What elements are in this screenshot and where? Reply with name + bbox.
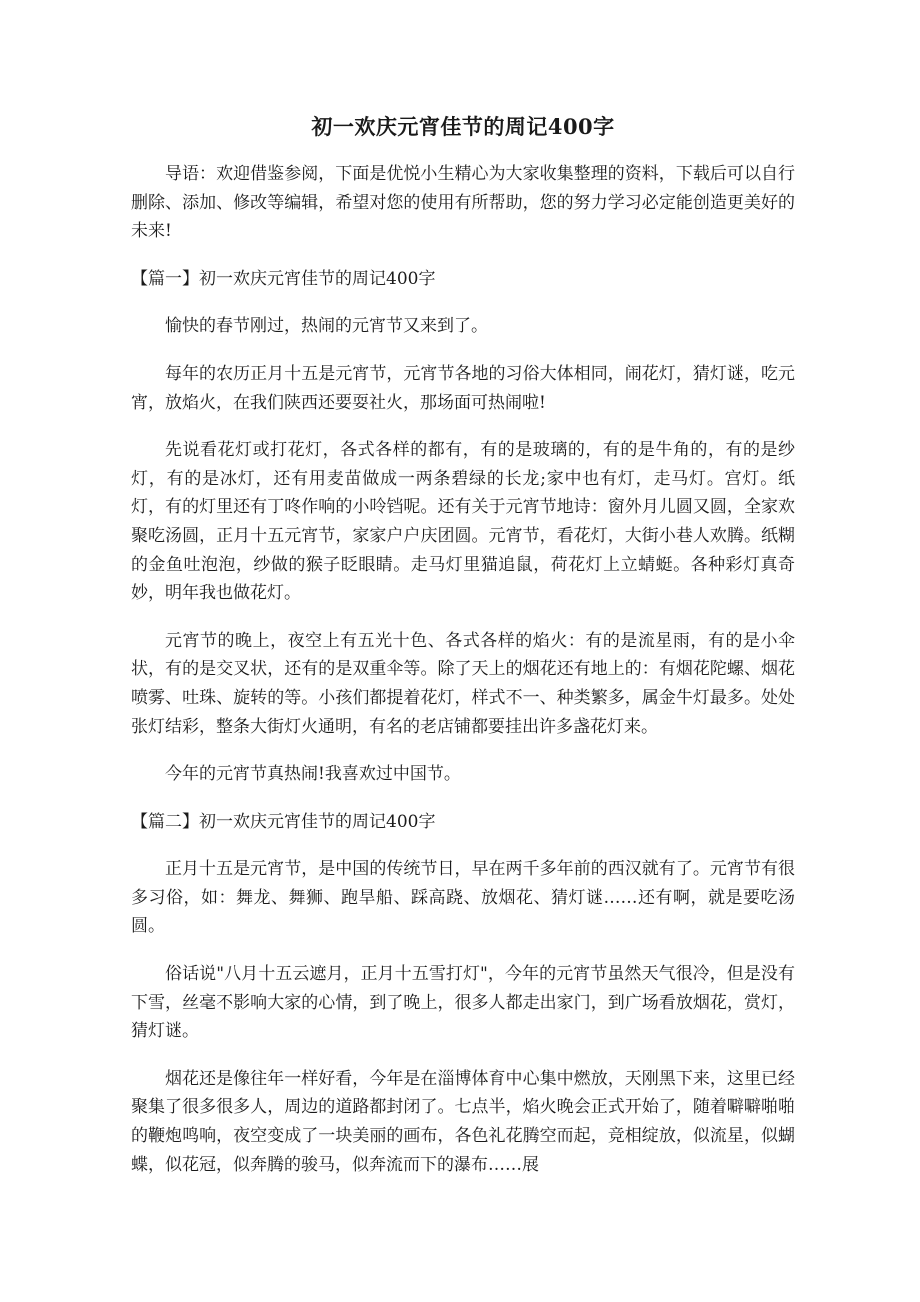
spacer xyxy=(131,417,795,436)
section-heading-2: 【篇二】初一欢庆元宵佳节的周记400字 xyxy=(131,811,436,832)
spacer xyxy=(131,608,795,627)
section-heading-1: 【篇一】初一欢庆元宵佳节的周记400字 xyxy=(131,268,436,289)
spacer xyxy=(131,341,795,360)
section-1-paragraph-2: 每年的农历正月十五是元宵节，元宵节各地的习俗大体相同，闹花灯，猜灯谜，吃元宵，放焰火，在我们陕西还要耍社火，那场面可热闹啦! xyxy=(131,363,795,413)
spacer xyxy=(131,293,795,312)
spacer xyxy=(131,836,795,855)
section-2-paragraph-3: 烟花还是像往年一样好看，今年是在淄博体育中心集中燃放，天刚黑下来，这里已经聚集了很多很多人，周边的道路都封闭了。七点半，焰火晚会正式开始了，随着噼噼啪啪的鞭炮鸣响，夜空变成了一块美丽的画布，各色礼花腾空而起，竞相绽放，似流星，似蝴蝶，似花冠，似奔腾的骏马，似奔流而下的瀑布……展 xyxy=(131,1068,795,1175)
spacer xyxy=(131,741,795,760)
document-title: 初一欢庆元宵佳节的周记400字 xyxy=(311,114,615,139)
section-1-paragraph-3: 先说看花灯或打花灯，各式各样的都有，有的是玻璃的，有的是牛角的，有的是纱灯，有的是冰灯，还有用麦苗做成一两条碧绿的长龙;家中也有灯，走马灯。宫灯。纸灯，有的灯里还有丁咚作响的小呤铛呢。还有关于元宵节地诗：窗外月儿圆又圆，全家欢聚吃汤圆，正月十五元宵节，家家户户庆团圆。元宵节，看花灯，大街小巷人欢腾。纸糊的金鱼吐泡泡，纱做的猴子眨眼睛。走马灯里猫追鼠，荷花灯上立蜻蜓。各种彩灯真奇妙，明年我也做花灯。 xyxy=(131,440,795,604)
spacer xyxy=(131,941,795,960)
section-2-paragraph-1: 正月十五是元宵节，是中国的传统节日，早在两千多年前的西汉就有了。元宵节有很多习俗，如：舞龙、舞狮、跑旱船、踩高跷、放烟花、猜灯谜……还有啊，就是要吃汤圆。 xyxy=(131,859,795,937)
section-1-paragraph-5: 今年的元宵节真热闹!我喜欢过中国节。 xyxy=(165,764,461,785)
spacer xyxy=(131,789,795,808)
spacer xyxy=(131,246,795,265)
intro-paragraph: 导语：欢迎借鉴参阅，下面是优悦小生精心为大家收集整理的资料，下载后可以自行删除、添加、修改等编辑，希望对您的使用有所帮助，您的努力学习必定能创造更美好的未来! xyxy=(131,164,795,242)
section-1-paragraph-4: 元宵节的晚上，夜空上有五光十色、各式各样的焰火：有的是流星雨，有的是小伞状，有的是交叉状，还有的是双重伞等。除了天上的烟花还有地上的：有烟花陀螺、烟花喷雾、吐珠、旋转的等。小孩们都提着花灯，样式不一、种类繁多，属金牛灯最多。处处张灯结彩，整条大街灯火通明，有名的老店铺都要挂出许多盏花灯来。 xyxy=(131,630,795,737)
spacer xyxy=(131,1046,795,1065)
document-page xyxy=(131,0,795,1179)
section-1-paragraph-1: 愉快的春节刚过，热闹的元宵节又来到了。 xyxy=(165,316,488,337)
section-2-paragraph-2: 俗话说"八月十五云遮月，正月十五雪打灯"，今年的元宵节虽然天气很冷，但是没有下雪，丝毫不影响大家的心情，到了晚上，很多人都走出家门，到广场看放烟花，赏灯，猜灯谜。 xyxy=(131,964,795,1042)
